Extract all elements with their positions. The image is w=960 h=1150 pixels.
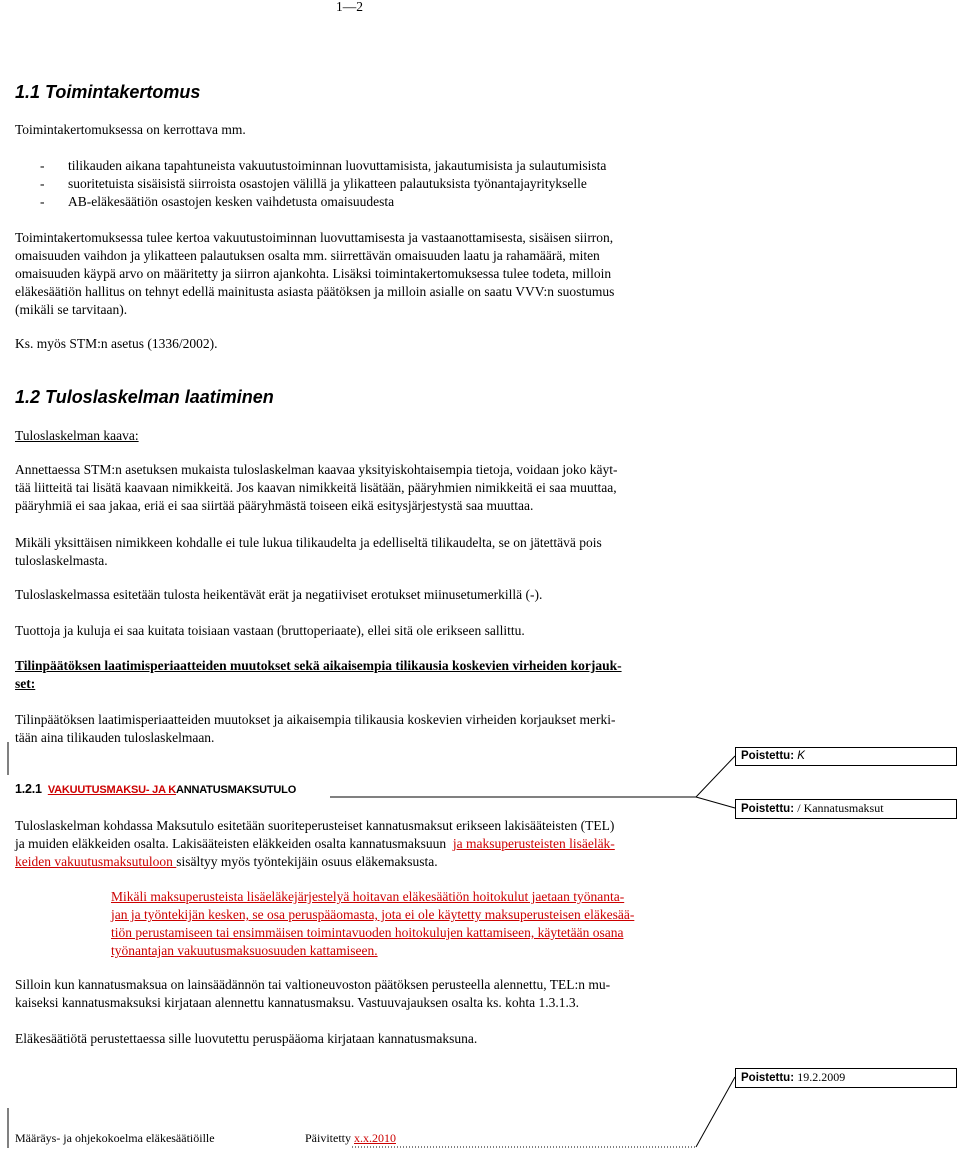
- paragraph-line: eläkesäätiön hallitus on tehnyt edellä mainitusta asiasta päätöksen ja milloin asialle on saatu VVV:n suostumus: [15, 284, 615, 299]
- reference-text: Ks. myös STM:n asetus (1336/2002).: [15, 336, 218, 351]
- paragraph-line: pääryhmiä ei saa jakaa, eriä ei saa siirtää pääryhmästä toiseen eikä esitysjärjestystä saa muuttaa.: [15, 498, 534, 513]
- comment-deleted-date[interactable]: [735, 1068, 957, 1088]
- paragraph-line: Tilinpäätöksen laatimisperiaatteiden muutokset ja aikaisempia tilikausia koskevien virheiden korjaukset merki-: [15, 712, 616, 727]
- list-item: suoritetuista sisäisistä siirroista osastojen välillä ja ylikatteen palautuksista työnantajayritykselle: [68, 176, 587, 191]
- inserted-paragraph: [111, 888, 687, 960]
- footer-updated-value: x.x.2010: [354, 1131, 396, 1145]
- paragraph-virheet: [15, 711, 687, 747]
- paragraph-line: Toimintakertomuksessa tulee kertoa vakuutustoiminnan luovuttamisesta ja vastaanottamisesta, sisäisen siirron,: [15, 230, 614, 245]
- paragraph-line: omaisuuden käypä arvo on määritetty ja siirron ajankohta. Lisäksi toimintakertomuksessa tulee todeta, milloin: [15, 266, 612, 281]
- comment-deleted-kannatusmaksut[interactable]: [735, 799, 957, 819]
- paragraph-line: (mikäli se tarvitaan).: [15, 302, 128, 317]
- text-span: sisältyy myös työntekijäin osuus eläkemaksusta.: [176, 854, 438, 869]
- paragraph-line: Annettaessa STM:n asetuksen mukaista tuloslaskelman kaavaa yksityiskohtaisempia tietoja, voidaan joko käyt-: [15, 462, 618, 477]
- footer-left: Määräys- ja ohjekokoelma eläkesäätiöille: [15, 1131, 215, 1145]
- comment-label: Poistettu:: [741, 1072, 795, 1084]
- page-number: 1—2: [336, 0, 363, 14]
- list-item: tilikauden aikana tapahtuneista vakuutustoiminnan luovuttamisista, jakautumisista ja sulautumisista: [68, 158, 607, 173]
- paragraph-line: Silloin kun kannatusmaksua on lainsäädännön tai valtioneuvoston päätöksen perusteella alennettu, TEL:n mu-: [15, 977, 611, 992]
- comment-deleted-k[interactable]: [735, 747, 957, 766]
- inserted-text: ja maksuperusteisten lisäeläk-: [452, 836, 615, 851]
- paragraph-alennus: [15, 976, 687, 1012]
- comment-label: Poistettu:: [741, 750, 795, 762]
- inserted-line: jan ja työntekijän kesken, se osa peruspääomasta, jota ei ole käytetty maksuperusteisen eläkesää-: [111, 907, 635, 922]
- paragraph-peruspaaoma: Eläkesäätiötä perustettaessa sille luovutettu peruspääoma kirjataan kannatusmaksuna.: [15, 1031, 478, 1046]
- comment-label: Poistettu:: [741, 803, 795, 815]
- heading-1-2: 1.2 Tuloslaskelman laatiminen: [15, 387, 274, 407]
- inserted-line: Mikäli maksuperusteista lisäeläkejärjestelyä hoitavan eläkesäätiön hoitokulut jaetaan työnanta-: [111, 889, 625, 904]
- bullet-dash: -: [40, 158, 45, 173]
- paragraph-line: Mikäli yksittäisen nimikkeen kohdalle ei tule lukua tilikaudelta ja edelliseltä tilikaudelta, se on jätettävä pois: [15, 535, 602, 550]
- paragraph-line: tuloslaskelmasta.: [15, 553, 108, 568]
- inserted-line: työnantajan vakuutusmaksuosuuden kattamiseen.: [111, 943, 378, 958]
- inserted-text: keiden vakuutusmaksutuloon: [15, 854, 177, 869]
- bullet-dash: -: [40, 176, 45, 191]
- intro-text: Toimintakertomuksessa on kerrottava mm.: [15, 122, 246, 137]
- comment-value: / Kannatusmaksut: [797, 801, 884, 815]
- paragraph-kaava: [15, 461, 687, 515]
- heading-1-1: 1.1 Toimintakertomus: [15, 82, 201, 102]
- paragraph-line: tään aina tilikauden tuloslaskelmaan.: [15, 730, 215, 745]
- list-item: AB-eläkesäätiön osastojen kesken vaihdetusta omaisuudesta: [68, 194, 395, 209]
- paragraph-nimike: [15, 534, 687, 570]
- paragraph-line: tää liitteitä tai lisätä kaavaan nimikkeitä. Jos kaavan nimikkeitä lisätään, pääryhmien nimikkeitä ei saa muuttaa,: [15, 480, 617, 495]
- paragraph-line: Tuloslaskelman kohdassa Maksutulo esitetään suoriteperusteiset kannatusmaksut erikseen lakisääteisten (TEL): [15, 818, 615, 833]
- comment-value: K: [797, 750, 805, 762]
- heading-inserted-text: VAKUUTUSMAKSU- JA K: [47, 784, 177, 796]
- footer-updated-label: Päivitetty: [305, 1131, 354, 1145]
- text-span: ja muiden eläkkeiden osalta. Lakisääteisten eläkkeiden osalta kannatusmaksuun: [15, 836, 447, 851]
- paragraph-maksutulo: [15, 817, 687, 871]
- paragraph-line: [15, 853, 687, 871]
- heading-number: 1.2.1: [15, 782, 42, 796]
- footer-updated: [305, 1131, 396, 1146]
- paragraph-toimintakertomus: [15, 229, 687, 319]
- comment-value: 19.2.2009: [797, 1070, 846, 1084]
- subheading-kaava: Tuloslaskelman kaava:: [15, 428, 139, 443]
- paragraph-brutto: Tuottoja ja kuluja ei saa kuitata toisiaan vastaan (bruttoperiaate), ellei sitä ole erikseen sallittu.: [15, 623, 525, 638]
- paragraph-line: [15, 835, 687, 853]
- bullet-dash: -: [40, 194, 45, 209]
- heading-text: ANNATUSMAKSUTULO: [176, 784, 297, 796]
- paragraph-line: kaiseksi kannatusmaksuksi kirjataan alennettu kannatusmaksu. Vastuuvajauksen osalta ks. kohta 1.3.1.3.: [15, 995, 580, 1010]
- subheading-laatimisperiaatteet: [15, 657, 687, 693]
- subheading-line: set:: [15, 676, 36, 691]
- inserted-line: tiön perustamiseen tai ensimmäisen toimintavuoden hoitokulujen kattamiseen, käytetään osana: [111, 925, 624, 940]
- paragraph-miinus: Tuloslaskelmassa esitetään tulosta heikentävät erät ja negatiiviset erotukset miinusetumerkillä (-).: [15, 587, 543, 602]
- heading-1-2-1: [15, 780, 296, 798]
- subheading-line: Tilinpäätöksen laatimisperiaatteiden muutokset sekä aikaisempia tilikausia koskevien virheiden korjauk-: [15, 658, 622, 673]
- paragraph-line: omaisuuden vaihdon ja ylikatteen palautuksen osalta mm. siirrettävän omaisuuden laatu ja rahamäärä, miten: [15, 248, 600, 263]
